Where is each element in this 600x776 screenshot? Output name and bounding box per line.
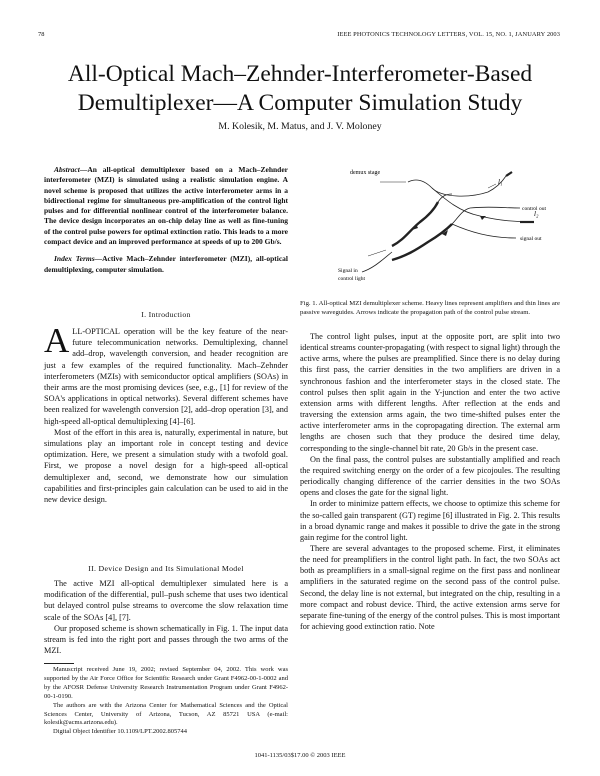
footnote-manuscript: Manuscript received June 19, 2002; revised September 04, 2002. This work was supported by the Air Force Office for Scientific Research under Grant F4962-00-1-0002 and by the AFOSR Defense University Research Instrumentation Program under Grant F4962-00-1-0190.	[44, 666, 288, 700]
authors: M. Kolesik, M. Matus, and J. V. Moloney	[218, 121, 382, 132]
right-paragraph-1: The control light pulses, input at the opposite port, are split into two identical streams counter-propagating (with respect to signal light) through the active arms, where the pulses are preamplified. Since there is no delay during this first pass, the carrier densities in the two amplifiers are driven in a synchronous fashion and the interferometer stays in the closed state. The control pulses then split again in the Y-junction and enter the two active extension arms with different lengths. After reflection at the ends and traversing the extension arms again, the two time-shifted pulses enter the active interferometer arms in the copropagating direction. The external arm lengths are chosen such that they produce the desired time delay, corresponding to the single-channel bit rate, 20 Gb/s in the present case.	[300, 332, 560, 453]
section-heading-introduction: I. Introduction	[141, 310, 191, 319]
right-paragraph-3: In order to minimize pattern effects, we choose to optimize this scheme for the so-called gain transparent (GT) regime [6] illustrated in Fig. 2. This results in a broad dynamic range and makes it possible to drive the gate in the strong gain regime for the control light.	[300, 499, 560, 542]
page-number: 78	[38, 31, 45, 38]
right-paragraph-4: There are several advantages to the proposed scheme. First, it eliminates the need for preamplifiers in the control light path. In fact, the two SOAs act both as preamplifiers in a small-signal regime on the first pass and nonlinear amplifiers in the saturated regime on the second pass of the control pulse. Second, the delay line is not external, but integrated on the chip, resulting in a more compact and robust device. Third, the active extension arms serve for separate fine-tuning of the energy of the control pulses. This is most important for achieving good extinction ratio. Note	[300, 543, 560, 632]
right-paragraph-2: On the final pass, the control pulses are substantially amplified and reach the required switching energy on the order of a few picojoules. The resulting periodically changing difference of the carrier densities in the two SOAs opens and closes the gate for the signal light.	[300, 454, 560, 498]
label-control-out: control out	[522, 206, 546, 212]
label-signal-out: signal out	[520, 236, 542, 242]
index-terms-label: Index Terms—	[54, 254, 103, 264]
device-design-body	[44, 578, 288, 656]
signal-in-leader	[368, 250, 386, 256]
title-line-1: All-Optical Mach–Zehnder-Interferometer-Based	[67, 61, 533, 87]
index-terms-text: Active Mach–Zehnder interferometer (MZI), all-optical demultiplexing, computer simulation.	[44, 254, 289, 274]
figure-1-caption: Fig. 1. All-optical MZI demultiplexer scheme. Heavy lines represent amplifiers and thin lines are passive waveguides. Arrows indicate the propagation path of the control pulse stream.	[300, 300, 560, 316]
signal-out-port	[452, 224, 516, 238]
control-out-port	[470, 207, 520, 208]
title-line-2: Demultiplexer—A Computer Simulation Study	[77, 90, 523, 116]
device-paragraph-2: Our proposed scheme is shown schematically in Fig. 1. The input data stream is fed into the right port and passes through the two arms of the MZI.	[44, 623, 288, 656]
label-control-light: control light	[338, 276, 366, 282]
right-column-body	[300, 331, 560, 632]
paper-title	[40, 60, 560, 118]
label-l2: l₂	[534, 210, 539, 218]
label-l1: l₁	[498, 178, 503, 186]
abstract	[44, 165, 288, 275]
dropcap-letter: A	[44, 321, 70, 360]
abstract-label: Abstract—	[54, 165, 88, 174]
intro-paragraph-2: Most of the effort in this area is, naturally, experimental in nature, but simulations play an important role in concept testing and device optimization. Here, we present a simulation study with a twofold goal. First, we propose a novel design for a high-speed all-optical demultiplexer and, second, we demonstrate how our simulation capabilities and first-principles gain calculation can be used to aid in the new device design.	[44, 427, 288, 505]
device-paragraph-1: The active MZI all-optical demultiplexer simulated here is a modification of the differential, pull–push scheme that uses two identical but delayed control pulse streams to overcome the slow relaxation time scale of the SOAs [4], [7].	[44, 579, 288, 622]
label-demux-stage: demux stage	[350, 170, 381, 176]
abstract-text: An all-optical demultiplexer based on a Mach–Zehnder interferometer (MZI) is simulated using a realistic simulation engine. A novel scheme is proposed that utilizes the active interferometer arms in a bidirectional regime for simultaneous pre-amplification of the control light pulses and for differential nonlinear control of the interferometer balance. The device design incorporates an on-chip delay line as well as fine-tuning of the control pulse powers for optimal extinction ratio. This leads to a more compact device and an improved performance at speeds of up to 200 Gb/s.	[44, 165, 288, 247]
copyright-line: 1041-1135/03$17.00 © 2003 IEEE	[254, 752, 346, 759]
figure-1-schematic	[320, 160, 560, 290]
intro-paragraph-1: LL-OPTICAL operation will be the key feature of the near-future telecommunication networks. Demultiplexing, channel add–drop, wavelength conversion, and header recognition are just a few examples of the required functionality. Mach–Zehnder interferometers (MZIs) with semiconductor optical amplifiers (SOAs) in their arms are the most promising devices (see, e.g., [1] for review of the SOA's applications in optical networks). Several different schemes have been realized for wavelength conversion [2], add–drop operation [3], and high-speed all-optical demultiplexing [4]–[6].	[44, 327, 288, 426]
footnotes	[44, 666, 288, 737]
footnote-doi: Digital Object Identifier 10.1109/LPT.2002.805744	[53, 728, 187, 736]
output-coupler	[438, 194, 470, 224]
footnote-affiliation: The authors are with the Arizona Center for Mathematical Sciences and the Optical Sciences Center, University of Arizona, Tucson, AZ 85721 USA (e-mail: kolesik@acms.arizona.edu).	[44, 701, 288, 727]
propagation-arrow-3	[480, 216, 486, 220]
extension-arm-l1	[408, 176, 506, 196]
label-signal-in: Signal in	[338, 268, 358, 274]
footnote-rule	[44, 663, 74, 664]
input-coupler	[362, 252, 392, 272]
arm-l1-end-amplifier	[506, 172, 512, 176]
journal-header: IEEE PHOTONICS TECHNOLOGY LETTERS, VOL. 15, NO. 1, JANUARY 2003	[337, 31, 560, 38]
mzi-lower-arm	[392, 224, 452, 260]
section-heading-device-design: II. Device Design and Its Simulational Model	[88, 564, 244, 573]
introduction-body	[44, 321, 288, 505]
